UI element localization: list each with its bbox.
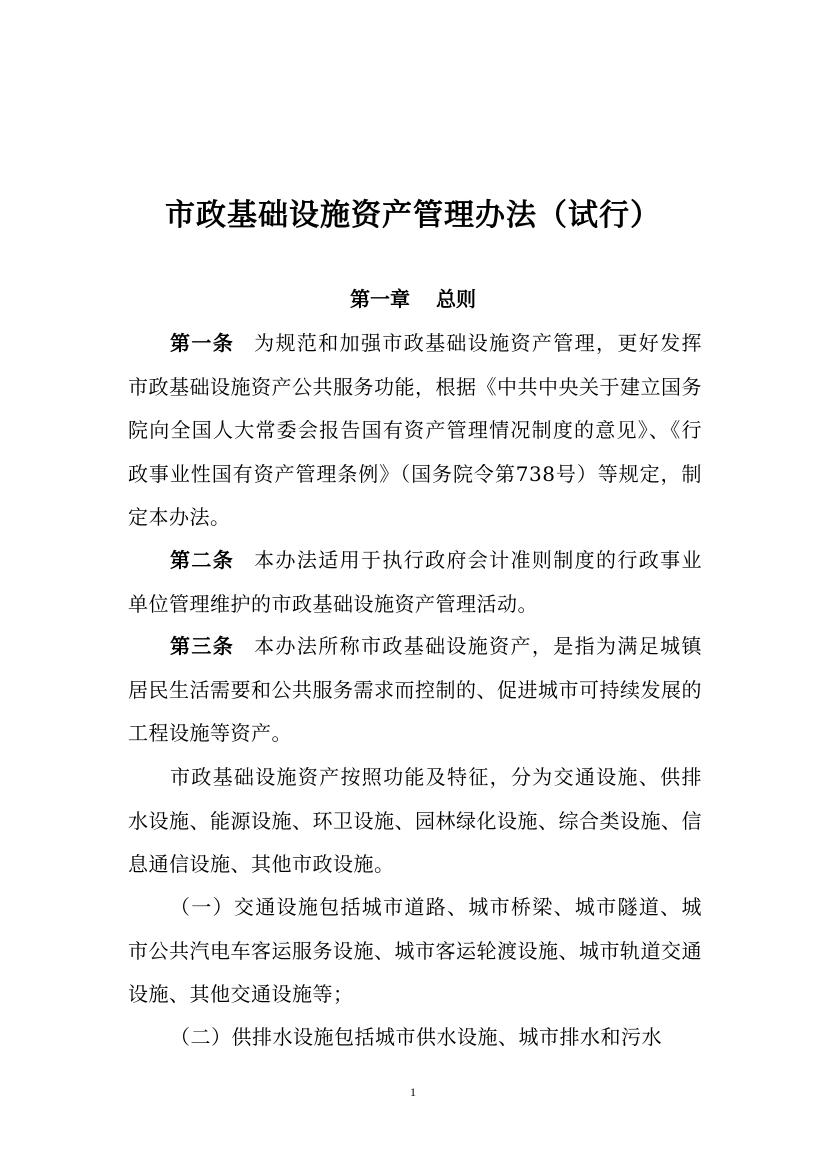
article-1 xyxy=(128,322,702,540)
page-number: 1 xyxy=(410,1085,416,1099)
article-number: 第一条 xyxy=(170,331,235,355)
paragraph-item-2: （二）供排水设施包括城市供水设施、城市排水和污水 xyxy=(170,1025,662,1049)
article-text: 为规范和加强市政基础设施资产管理，更好发挥市政基础设施资产公共服务功能，根据《中共中央关于建立国务院向全国人大常委会报告国有资产管理情况制度的意见》、《行政事业性国有资产管理条例》（国务院令第738号）等规定，制定本办法。 xyxy=(128,331,703,529)
paragraph-classification: 市政基础设施资产按照功能及特征，分为交通设施、供排水设施、能源设施、环卫设施、园林绿化设施、综合类设施、信息通信设施、其他市政设施。 xyxy=(128,765,702,876)
article-number: 第二条 xyxy=(170,548,235,572)
article-number: 第三条 xyxy=(170,634,235,658)
article-3 xyxy=(128,625,702,756)
chapter-name: 总则 xyxy=(436,287,476,311)
paragraph-item-1: （一）交通设施包括城市道路、城市桥梁、城市隧道、城市公共汽电车客运服务设施、城市客运轮渡设施、城市轨道交通设施、其他交通设施等； xyxy=(128,895,702,1006)
chapter-number: 第一章 xyxy=(350,287,410,311)
document-title: 市政基础设施资产管理办法（试行） xyxy=(165,198,661,233)
article-text: 本办法适用于执行政府会计准则制度的行政事业单位管理维护的市政基础设施资产管理活动。 xyxy=(128,548,703,616)
article-text: 本办法所称市政基础设施资产，是指为满足城镇居民生活需要和公共服务需求而控制的、促进城市可持续发展的工程设施等资产。 xyxy=(128,634,703,745)
chapter-heading xyxy=(0,283,826,312)
article-2 xyxy=(128,539,702,626)
